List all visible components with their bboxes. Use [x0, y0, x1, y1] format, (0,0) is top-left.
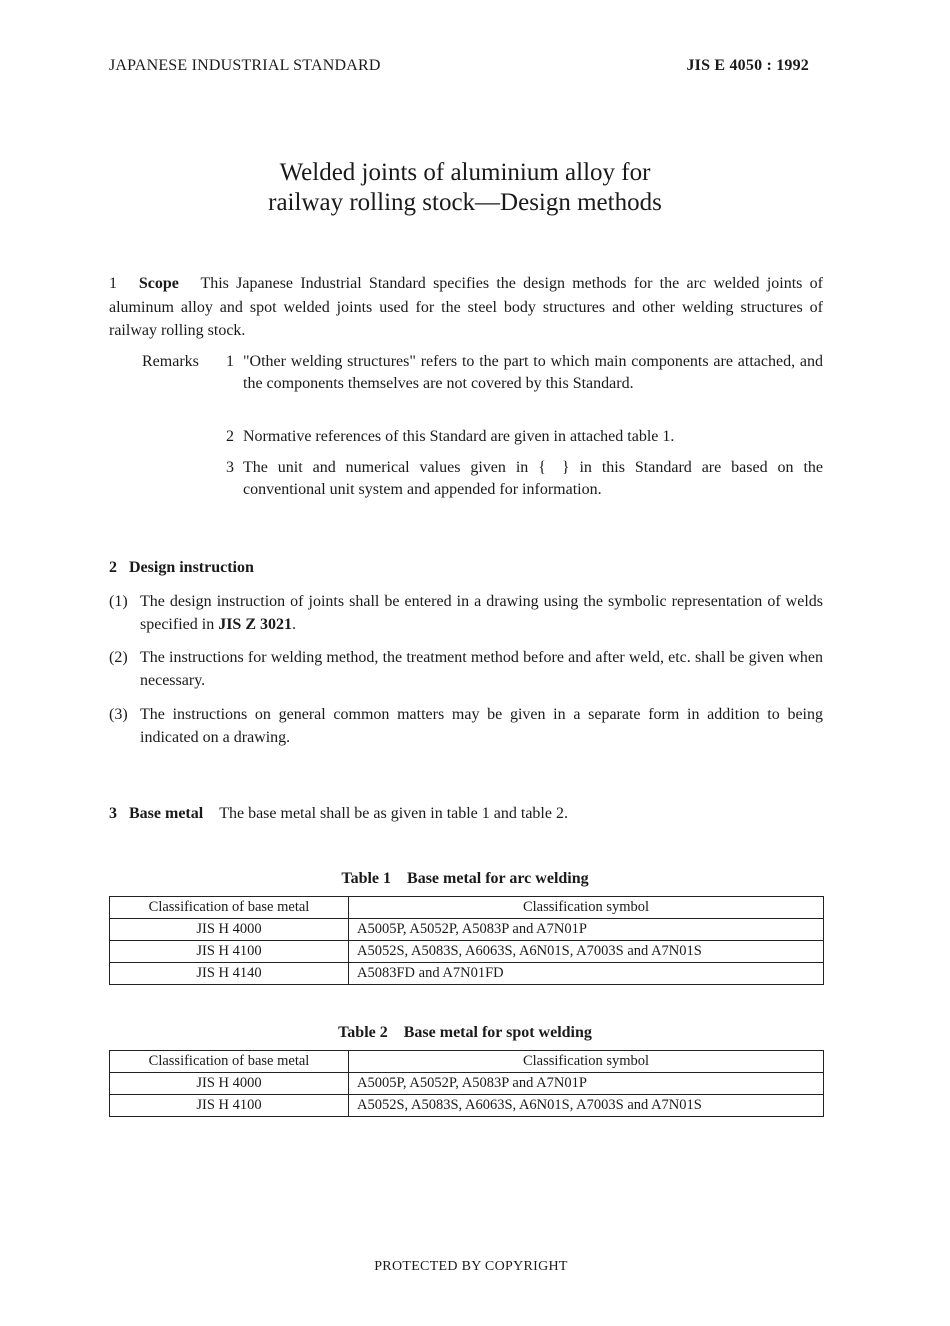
item-3-text: The instructions on general common matters may be given in a separate form in addition to being indicated on a drawing. — [140, 706, 823, 746]
section-3-heading: Base metal — [129, 805, 204, 822]
table-2-base-metal-spot-welding — [109, 1050, 824, 1117]
remark-2-number: 2 — [226, 428, 234, 445]
table-2-caption: Table 2 Base metal for spot welding — [338, 1024, 592, 1041]
item-1-text — [140, 590, 823, 636]
table-cell-classification: JIS H 4100 — [110, 1095, 349, 1117]
section-scope — [109, 272, 823, 343]
item-2-text: The instructions for welding method, the treatment method before and after weld, etc. shall be given when necessary. — [140, 649, 823, 689]
table-1-base-metal-arc-welding — [109, 896, 824, 985]
column-header-classification: Classification of base metal — [110, 897, 349, 919]
table-cell-classification: JIS H 4100 — [110, 941, 349, 963]
item-1-body: The design instruction of joints shall be entered in a drawing using the symbolic representation of welds specified in — [140, 593, 823, 633]
section-3-number: 3 — [109, 805, 117, 822]
remark-3-text: The unit and numerical values given in { } in this Standard are based on the conventional unit system and appended for information. — [243, 459, 823, 498]
table-row — [110, 1073, 824, 1095]
section-1-number: 1 — [109, 275, 117, 292]
header-standard-name: JAPANESE INDUSTRIAL STANDARD — [109, 57, 381, 74]
table-cell-symbol: A5052S, A5083S, A6063S, A6N01S, A7003S and A7N01S — [349, 941, 824, 963]
section-2-number: 2 — [109, 559, 117, 576]
document-title-line-2: railway rolling stock—Design methods — [268, 189, 662, 216]
remark-3-number: 3 — [226, 459, 234, 476]
table-cell-symbol: A5005P, A5052P, A5083P and A7N01P — [349, 1073, 824, 1095]
table-cell-classification: JIS H 4140 — [110, 963, 349, 985]
document-title-line-1: Welded joints of aluminium alloy for — [279, 159, 651, 186]
table-header-row — [110, 1051, 824, 1073]
table-row — [110, 941, 824, 963]
table-cell-symbol: A5083FD and A7N01FD — [349, 963, 824, 985]
section-design-instruction-heading — [109, 557, 254, 579]
remark-1-number: 1 — [226, 353, 234, 370]
section-1-text: This Japanese Industrial Standard specifies the design methods for the arc welded joints of aluminum alloy and spot welded joints used for the steel body structures and other welding structures of railway rolling stock. — [109, 275, 824, 339]
column-header-symbol: Classification symbol — [349, 1051, 824, 1073]
table-1-caption: Table 1 Base metal for arc welding — [341, 870, 589, 887]
section-2-heading: Design instruction — [129, 559, 254, 576]
table-cell-symbol: A5005P, A5052P, A5083P and A7N01P — [349, 919, 824, 941]
remark-2-text: Normative references of this Standard are given in attached table 1. — [243, 428, 675, 445]
column-header-symbol: Classification symbol — [349, 897, 824, 919]
item-1-tail: . — [292, 616, 296, 633]
item-1-number: (1) — [109, 593, 128, 610]
table-cell-classification: JIS H 4000 — [110, 1073, 349, 1095]
section-3-text: The base metal shall be as given in table 1 and table 2. — [219, 805, 568, 822]
section-base-metal — [109, 803, 568, 825]
copyright-footer: PROTECTED BY COPYRIGHT — [374, 1259, 568, 1274]
column-header-classification: Classification of base metal — [110, 1051, 349, 1073]
section-1-heading: Scope — [138, 275, 179, 292]
table-row — [110, 963, 824, 985]
table-row — [110, 1095, 824, 1117]
table-row — [110, 919, 824, 941]
table-cell-classification: JIS H 4000 — [110, 919, 349, 941]
table-header-row — [110, 897, 824, 919]
header-standard-code: JIS E 4050 : 1992 — [686, 57, 809, 74]
remarks-label: Remarks — [142, 353, 199, 370]
table-cell-symbol: A5052S, A5083S, A6063S, A6N01S, A7003S and A7N01S — [349, 1095, 824, 1117]
item-2-number: (2) — [109, 649, 128, 666]
remark-1-text: "Other welding structures" refers to the part to which main components are attached, and the components themselves are not covered by this Standard. — [243, 353, 823, 392]
item-3-number: (3) — [109, 706, 128, 723]
item-1-reference: JIS Z 3021 — [218, 616, 292, 633]
